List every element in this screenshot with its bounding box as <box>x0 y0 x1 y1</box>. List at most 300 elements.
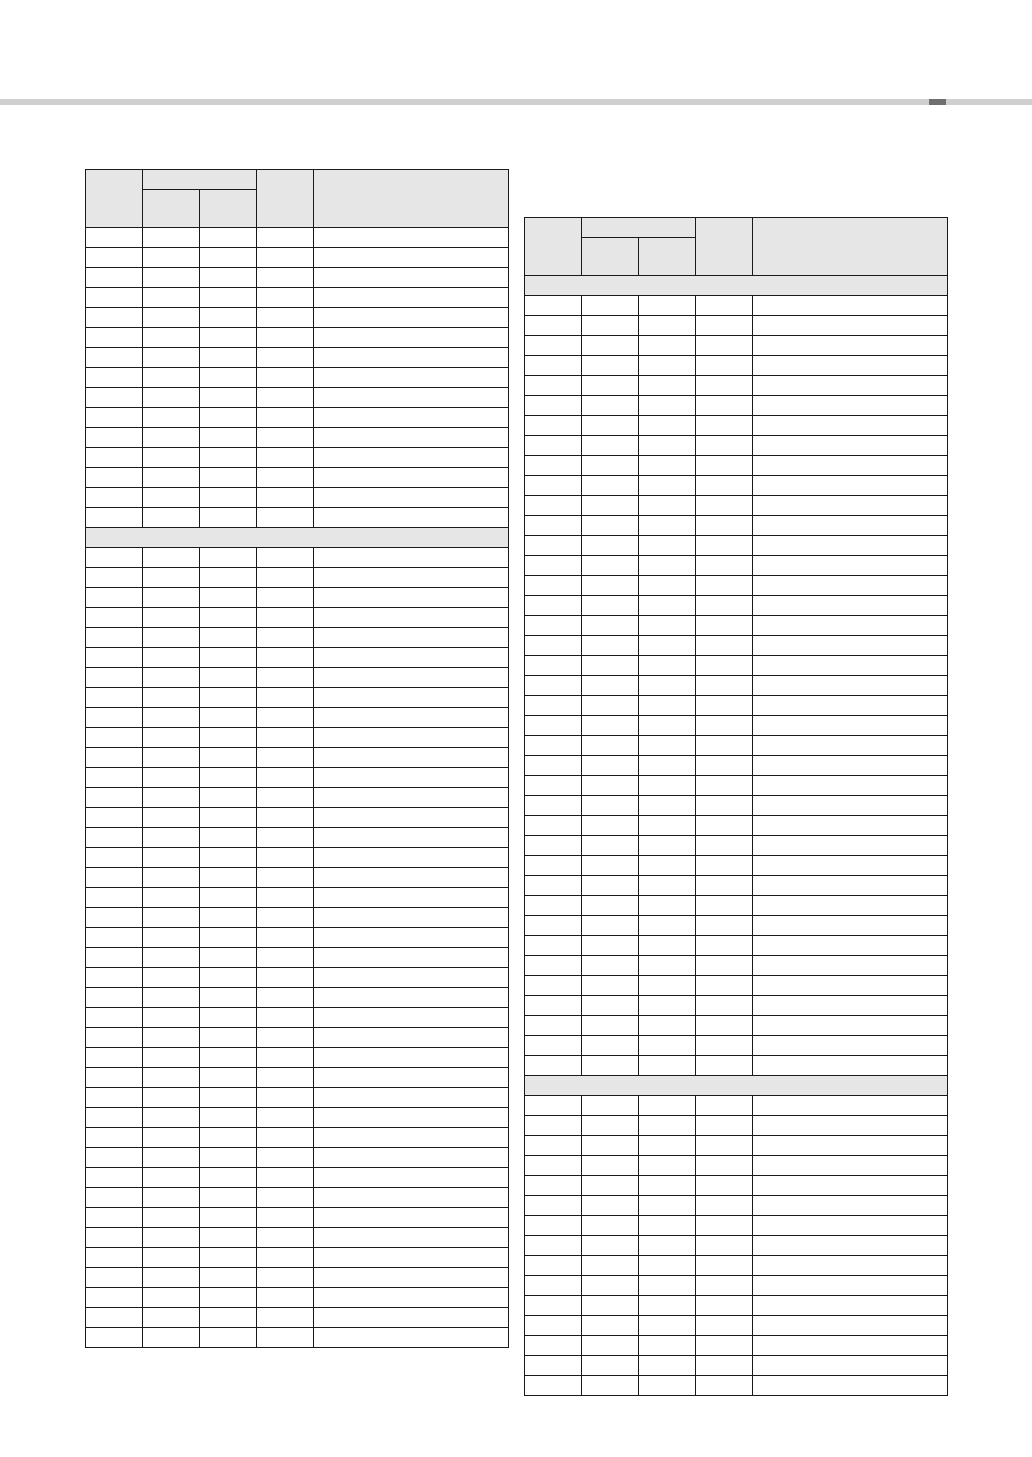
table-cell <box>525 376 582 396</box>
table-cell <box>314 1248 509 1268</box>
table-row <box>525 656 948 676</box>
table-cell <box>582 896 639 916</box>
table-cell <box>200 1288 257 1308</box>
table-cell <box>696 396 753 416</box>
table-cell <box>143 1268 200 1288</box>
table-cell <box>257 368 314 388</box>
table-cell <box>525 776 582 796</box>
table-cell <box>257 288 314 308</box>
table-cell <box>314 308 509 328</box>
table-cell <box>525 1156 582 1176</box>
table-cell <box>314 368 509 388</box>
table-row <box>525 356 948 376</box>
table-cell <box>582 456 639 476</box>
table-cell <box>200 628 257 648</box>
table-cell <box>696 1116 753 1136</box>
table-cell <box>257 1188 314 1208</box>
table-cell <box>314 668 509 688</box>
table-cell <box>257 488 314 508</box>
table-cell <box>696 776 753 796</box>
table-cell <box>582 816 639 836</box>
table-cell <box>582 796 639 816</box>
table-cell <box>200 428 257 448</box>
table-cell <box>257 308 314 328</box>
table-cell <box>257 588 314 608</box>
table-cell <box>696 1216 753 1236</box>
table-row <box>86 1128 509 1148</box>
table-cell <box>582 656 639 676</box>
table-cell <box>314 688 509 708</box>
table-cell <box>200 988 257 1008</box>
table-cell <box>257 848 314 868</box>
table-cell <box>753 1056 948 1076</box>
table-cell <box>86 268 143 288</box>
table-cell <box>696 656 753 676</box>
table-cell <box>696 956 753 976</box>
table-cell <box>257 568 314 588</box>
table-row <box>525 516 948 536</box>
table-row <box>525 436 948 456</box>
table-row <box>525 1356 948 1376</box>
header-col5 <box>314 170 509 228</box>
table-cell <box>582 476 639 496</box>
table-cell <box>525 876 582 896</box>
table-cell <box>582 856 639 876</box>
table-cell <box>753 476 948 496</box>
table-cell <box>86 428 143 448</box>
table-cell <box>143 628 200 648</box>
table-cell <box>753 336 948 356</box>
table-cell <box>525 396 582 416</box>
table-cell <box>696 1376 753 1396</box>
table-row <box>525 476 948 496</box>
table-cell <box>143 848 200 868</box>
table-cell <box>86 948 143 968</box>
table-cell <box>143 988 200 1008</box>
table-cell <box>582 1016 639 1036</box>
table-cell <box>200 908 257 928</box>
table-cell <box>525 1336 582 1356</box>
table-cell <box>143 768 200 788</box>
table-cell <box>582 1136 639 1156</box>
table-cell <box>753 396 948 416</box>
table-cell <box>143 328 200 348</box>
table-cell <box>525 1056 582 1076</box>
table-cell <box>582 1156 639 1176</box>
table-cell <box>257 708 314 728</box>
table-cell <box>200 468 257 488</box>
table-cell <box>257 548 314 568</box>
table-cell <box>314 548 509 568</box>
table-cell <box>639 1136 696 1156</box>
section-label <box>525 276 948 296</box>
table-cell <box>143 268 200 288</box>
table-row <box>525 716 948 736</box>
table-cell <box>582 736 639 756</box>
table-cell <box>200 1008 257 1028</box>
table-cell <box>200 1308 257 1328</box>
table-cell <box>639 1096 696 1116</box>
table-row <box>86 548 509 568</box>
table-cell <box>314 1328 509 1348</box>
table-cell <box>257 668 314 688</box>
table-cell <box>639 636 696 656</box>
table-cell <box>639 596 696 616</box>
table-cell <box>314 1228 509 1248</box>
table-cell <box>257 868 314 888</box>
table-row <box>86 1148 509 1168</box>
table-row <box>86 1328 509 1348</box>
table-cell <box>257 828 314 848</box>
table-cell <box>639 416 696 436</box>
table-cell <box>143 588 200 608</box>
table-cell <box>525 1196 582 1216</box>
table-cell <box>200 688 257 708</box>
table-cell <box>86 768 143 788</box>
table-cell <box>525 1096 582 1116</box>
table-cell <box>696 976 753 996</box>
table-cell <box>200 268 257 288</box>
table-cell <box>525 816 582 836</box>
table-cell <box>639 876 696 896</box>
table-cell <box>753 556 948 576</box>
table-cell <box>257 948 314 968</box>
table-cell <box>525 736 582 756</box>
table-row <box>525 1096 948 1116</box>
table-cell <box>582 296 639 316</box>
section-row <box>86 528 509 548</box>
table-cell <box>314 928 509 948</box>
table-cell <box>314 1168 509 1188</box>
table-cell <box>257 1148 314 1168</box>
table-cell <box>200 648 257 668</box>
table-cell <box>525 316 582 336</box>
table-row <box>525 416 948 436</box>
table-cell <box>257 248 314 268</box>
table-cell <box>639 1216 696 1236</box>
table-cell <box>200 788 257 808</box>
table-cell <box>639 1236 696 1256</box>
table-cell <box>753 1156 948 1176</box>
table-cell <box>86 748 143 768</box>
table-cell <box>143 288 200 308</box>
table-row <box>525 896 948 916</box>
table-cell <box>143 448 200 468</box>
table-cell <box>86 688 143 708</box>
table-row <box>86 228 509 248</box>
table-cell <box>314 948 509 968</box>
table-cell <box>753 696 948 716</box>
table-cell <box>200 508 257 528</box>
table-cell <box>753 896 948 916</box>
table-cell <box>639 496 696 516</box>
table-cell <box>525 636 582 656</box>
table-cell <box>200 608 257 628</box>
table-row <box>86 748 509 768</box>
table-cell <box>639 896 696 916</box>
table-row <box>525 956 948 976</box>
right-table-body <box>525 276 948 1396</box>
table-cell <box>143 1128 200 1148</box>
table-cell <box>582 396 639 416</box>
table-cell <box>314 268 509 288</box>
table-cell <box>582 1296 639 1316</box>
table-cell <box>86 888 143 908</box>
table-cell <box>582 636 639 656</box>
table-row <box>86 1188 509 1208</box>
table-row <box>86 968 509 988</box>
header-col1 <box>86 170 143 228</box>
table-cell <box>86 448 143 468</box>
table-cell <box>86 1008 143 1028</box>
table-cell <box>696 576 753 596</box>
table-row <box>86 568 509 588</box>
table-cell <box>200 1228 257 1248</box>
table-cell <box>525 416 582 436</box>
table-cell <box>200 808 257 828</box>
table-row <box>86 908 509 928</box>
table-cell <box>86 868 143 888</box>
table-cell <box>257 1088 314 1108</box>
table-cell <box>143 348 200 368</box>
table-cell <box>525 296 582 316</box>
table-cell <box>525 1276 582 1296</box>
table-cell <box>143 908 200 928</box>
table-cell <box>753 716 948 736</box>
table-cell <box>143 828 200 848</box>
table-cell <box>86 228 143 248</box>
table-cell <box>753 436 948 456</box>
table-cell <box>525 936 582 956</box>
table-cell <box>639 936 696 956</box>
table-cell <box>696 1256 753 1276</box>
table-row <box>525 936 948 956</box>
table-cell <box>639 856 696 876</box>
table-row <box>86 1168 509 1188</box>
table-row <box>525 836 948 856</box>
table-cell <box>696 1056 753 1076</box>
table-cell <box>200 328 257 348</box>
table-cell <box>639 1296 696 1316</box>
table-cell <box>86 808 143 828</box>
table-cell <box>639 776 696 796</box>
table-cell <box>314 408 509 428</box>
table-cell <box>200 1248 257 1268</box>
table-cell <box>753 976 948 996</box>
table-cell <box>696 916 753 936</box>
table-cell <box>639 1356 696 1376</box>
table-cell <box>143 388 200 408</box>
table-cell <box>753 956 948 976</box>
table-cell <box>143 368 200 388</box>
table-cell <box>696 436 753 456</box>
table-row <box>525 1036 948 1056</box>
table-cell <box>143 1328 200 1348</box>
table-cell <box>639 376 696 396</box>
table-cell <box>582 376 639 396</box>
table-row <box>86 788 509 808</box>
table-cell <box>200 308 257 328</box>
table-cell <box>200 1328 257 1348</box>
table-row <box>525 1256 948 1276</box>
table-cell <box>753 1276 948 1296</box>
table-cell <box>314 228 509 248</box>
table-row <box>525 736 948 756</box>
table-cell <box>639 456 696 476</box>
table-cell <box>86 1268 143 1288</box>
page-tab-mark <box>929 99 946 105</box>
table-cell <box>639 1336 696 1356</box>
table-cell <box>525 696 582 716</box>
table-cell <box>639 316 696 336</box>
table-row <box>525 816 948 836</box>
table-cell <box>639 476 696 496</box>
header-sub1 <box>143 190 200 228</box>
table-cell <box>753 1316 948 1336</box>
table-cell <box>753 996 948 1016</box>
table-cell <box>696 1236 753 1256</box>
table-row <box>525 916 948 936</box>
table-cell <box>257 1128 314 1148</box>
header-col1 <box>525 218 582 276</box>
table-cell <box>753 1036 948 1056</box>
table-cell <box>143 968 200 988</box>
table-row <box>86 608 509 628</box>
table-row <box>525 1176 948 1196</box>
table-header-row <box>525 218 948 238</box>
table-cell <box>86 1028 143 1048</box>
table-cell <box>696 316 753 336</box>
table-cell <box>86 828 143 848</box>
table-cell <box>314 848 509 868</box>
table-cell <box>753 856 948 876</box>
table-cell <box>639 676 696 696</box>
table-cell <box>753 1296 948 1316</box>
table-cell <box>200 288 257 308</box>
table-cell <box>639 836 696 856</box>
table-cell <box>525 496 582 516</box>
table-cell <box>200 1088 257 1108</box>
table-row <box>86 1108 509 1128</box>
table-row <box>86 1288 509 1308</box>
table-cell <box>257 608 314 628</box>
table-cell <box>696 856 753 876</box>
table-cell <box>143 508 200 528</box>
table-cell <box>753 1176 948 1196</box>
table-cell <box>639 1176 696 1196</box>
table-row <box>86 928 509 948</box>
table-row <box>86 448 509 468</box>
table-row <box>525 1336 948 1356</box>
table-cell <box>143 1028 200 1048</box>
table-row <box>525 1016 948 1036</box>
table-cell <box>582 1216 639 1236</box>
table-cell <box>582 1036 639 1056</box>
table-cell <box>314 808 509 828</box>
table-cell <box>143 708 200 728</box>
table-row <box>525 376 948 396</box>
table-cell <box>200 568 257 588</box>
table-cell <box>525 436 582 456</box>
table-cell <box>257 748 314 768</box>
table-cell <box>753 1016 948 1036</box>
table-cell <box>314 828 509 848</box>
table-cell <box>582 936 639 956</box>
table-cell <box>639 696 696 716</box>
table-row <box>86 728 509 748</box>
table-row <box>525 636 948 656</box>
table-cell <box>696 996 753 1016</box>
table-cell <box>696 796 753 816</box>
table-row <box>86 1088 509 1108</box>
table-row <box>86 1048 509 1068</box>
table-cell <box>525 836 582 856</box>
table-cell <box>639 976 696 996</box>
table-cell <box>314 1088 509 1108</box>
table-cell <box>582 496 639 516</box>
table-cell <box>525 996 582 1016</box>
table-cell <box>143 248 200 268</box>
table-cell <box>257 988 314 1008</box>
table-cell <box>753 936 948 956</box>
table-cell <box>639 396 696 416</box>
table-cell <box>86 728 143 748</box>
table-cell <box>696 476 753 496</box>
table-row <box>525 576 948 596</box>
table-cell <box>314 248 509 268</box>
table-cell <box>696 716 753 736</box>
table-cell <box>200 228 257 248</box>
table-cell <box>753 636 948 656</box>
table-cell <box>257 508 314 528</box>
table-row <box>86 348 509 368</box>
table-cell <box>696 1096 753 1116</box>
table-cell <box>753 836 948 856</box>
table-row <box>86 1208 509 1228</box>
table-cell <box>525 536 582 556</box>
table-cell <box>525 1376 582 1396</box>
table-cell <box>753 456 948 476</box>
table-cell <box>314 1008 509 1028</box>
table-cell <box>143 1248 200 1268</box>
table-cell <box>582 556 639 576</box>
table-cell <box>753 316 948 336</box>
table-row <box>86 768 509 788</box>
table-cell <box>143 748 200 768</box>
table-cell <box>314 328 509 348</box>
table-cell <box>143 1068 200 1088</box>
table-cell <box>86 388 143 408</box>
table-cell <box>753 496 948 516</box>
table-cell <box>582 1256 639 1276</box>
table-row <box>525 316 948 336</box>
table-cell <box>86 708 143 728</box>
table-cell <box>525 476 582 496</box>
table-cell <box>696 416 753 436</box>
table-row <box>525 1156 948 1176</box>
table-cell <box>525 716 582 736</box>
table-cell <box>86 1228 143 1248</box>
table-row <box>86 1268 509 1288</box>
table-cell <box>525 796 582 816</box>
table-cell <box>696 1196 753 1216</box>
table-row <box>86 428 509 448</box>
table-cell <box>753 1196 948 1216</box>
table-cell <box>582 316 639 336</box>
table-cell <box>639 296 696 316</box>
table-cell <box>143 488 200 508</box>
table-cell <box>696 516 753 536</box>
